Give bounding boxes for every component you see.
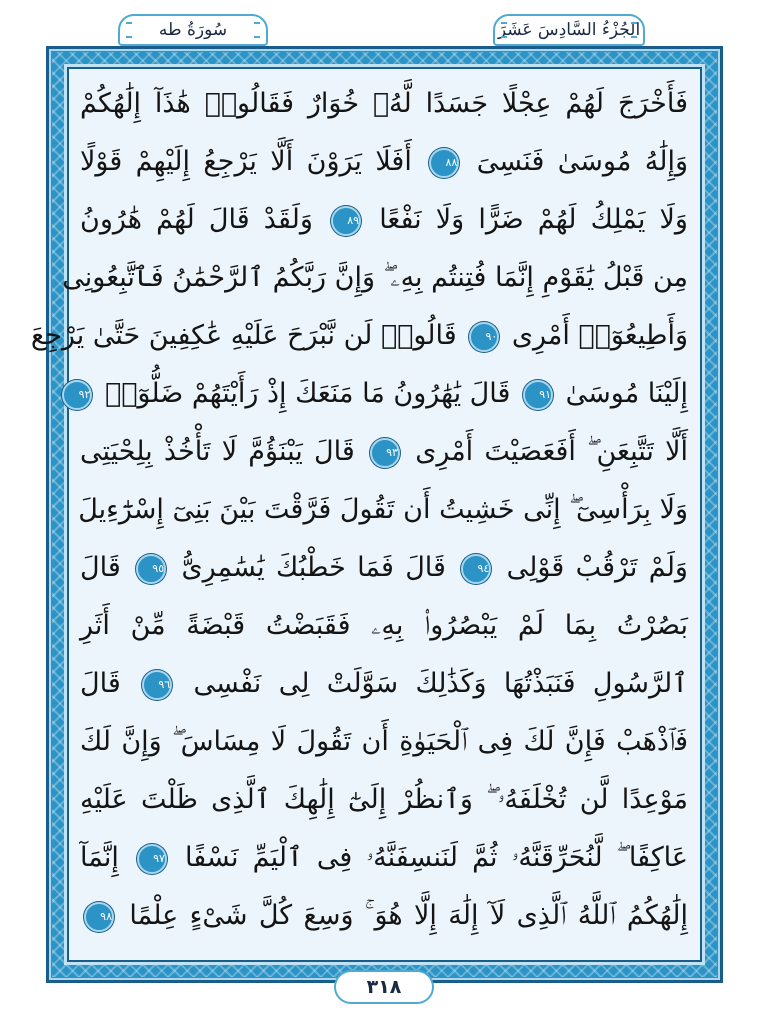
quran-line-2: وَإِلَٰهُ مُوسَىٰ فَنَسِىَ ٨٨ أَفَلَا يَرَوْنَ أَلَّا يَرْجِعُ إِلَيْهِمْ قَوْلًا <box>80 146 688 177</box>
page-number: ٣١٨ <box>334 970 434 1004</box>
quran-line-15: إِلَٰهُكُمُ ٱللَّهُ ٱلَّذِى لَآ إِلَٰهَ إِلَّا هُوَ ۚ وَسِعَ كُلَّ شَىْءٍ عِلْمًا ٩٨ <box>80 891 688 941</box>
quran-line-12: فَٱذْهَبْ فَإِنَّ لَكَ فِى ٱلْحَيَوٰةِ أَن تَقُولَ لَا مِسَاسَ ۖ وَإِنَّ لَكَ <box>80 726 688 757</box>
ayah-marker: ٩٧ <box>137 844 167 874</box>
quran-line-4: مِن قَبْلُ يَٰقَوْمِ إِنَّمَا فُتِنتُم بِهِۦ ۖ وَإِنَّ رَبَّكُمُ ٱلرَّحْمَٰنُ فَٱتَّبِعُونِى <box>62 262 688 293</box>
ayah-marker: ٩٤ <box>461 554 491 584</box>
ayah-marker: ٨٩ <box>331 206 361 236</box>
ayah-marker: ٩٢ <box>62 380 92 410</box>
quran-line-7: أَلَّا تَتَّبِعَنِ ۖ أَفَعَصَيْتَ أَمْرِى ٩٣ قَالَ يَبْنَؤُمَّ لَا تَأْخُذْ بِلِحْيَتِى <box>80 436 688 467</box>
ayah-marker: ٩٠ <box>469 322 499 352</box>
ayah-marker: ٩٣ <box>370 438 400 468</box>
quran-line-3: وَلَا يَمْلِكُ لَهُمْ ضَرًّا وَلَا نَفْعًا ٨٩ وَلَقَدْ قَالَ لَهُمْ هَٰرُونُ <box>80 204 688 235</box>
ayah-marker: ٨٨ <box>429 148 459 178</box>
quran-line-1: فَأَخْرَجَ لَهُمْ عِجْلًا جَسَدًا لَّهُۥ خُوَارٌ فَقَالُوا۟ هَٰذَآ إِلَٰهُكُمْ <box>80 88 688 119</box>
quran-line-11: ٱلرَّسُولِ فَنَبَذْتُهَا وَكَذَٰلِكَ سَوَّلَتْ لِى نَفْسِى ٩٦ قَالَ <box>80 668 688 699</box>
quran-line-14: عَاكِفًا ۖ لَّنُحَرِّقَنَّهُۥ ثُمَّ لَنَنسِفَنَّهُۥ فِى ٱلْيَمِّ نَسْفًا ٩٧ إِنَّمَآ <box>80 842 689 873</box>
juz-header: الجُزْءُ السَّادِسَ عَشَرَ <box>493 14 645 46</box>
ayah-marker: ٩٨ <box>84 902 114 932</box>
quran-line-6: إِلَيْنَا مُوسَىٰ ٩١ قَالَ يَٰهَٰرُونُ مَا مَنَعَكَ إِذْ رَأَيْتَهُمْ ضَلُّوٓا۟ ٩٢ <box>80 369 688 419</box>
ayah-marker: ٩٥ <box>136 554 166 584</box>
quran-line-8: وَلَا بِرَأْسِىٓ ۖ إِنِّى خَشِيتُ أَن تَقُولَ فَرَّقْتَ بَيْنَ بَنِىٓ إِسْرَٰٓءِيلَ <box>78 494 688 525</box>
quran-line-10: بَصُرْتُ بِمَا لَمْ يَبْصُرُوا۟ بِهِۦ فَقَبَضْتُ قَبْضَةً مِّنْ أَثَرِ <box>80 610 688 641</box>
surah-name-header: سُورَةُ طه <box>118 14 268 46</box>
ayah-marker: ٩٦ <box>142 670 172 700</box>
ayah-marker: ٩١ <box>523 380 553 410</box>
quran-line-13: مَوْعِدًا لَّن تُخْلَفَهُۥ ۖ وَٱنظُرْ إِلَىٰٓ إِلَٰهِكَ ٱلَّذِى ظَلْتَ عَلَيْهِ <box>80 784 688 815</box>
quran-line-9: وَلَمْ تَرْقُبْ قَوْلِى ٩٤ قَالَ فَمَا خَطْبُكَ يَٰسَٰمِرِىُّ ٩٥ قَالَ <box>80 552 688 583</box>
quran-line-5: وَأَطِيعُوٓا۟ أَمْرِى ٩٠ قَالُوا۟ لَن نَّبْرَحَ عَلَيْهِ عَٰكِفِينَ حَتَّىٰ يَرْجِعَ <box>30 320 688 351</box>
